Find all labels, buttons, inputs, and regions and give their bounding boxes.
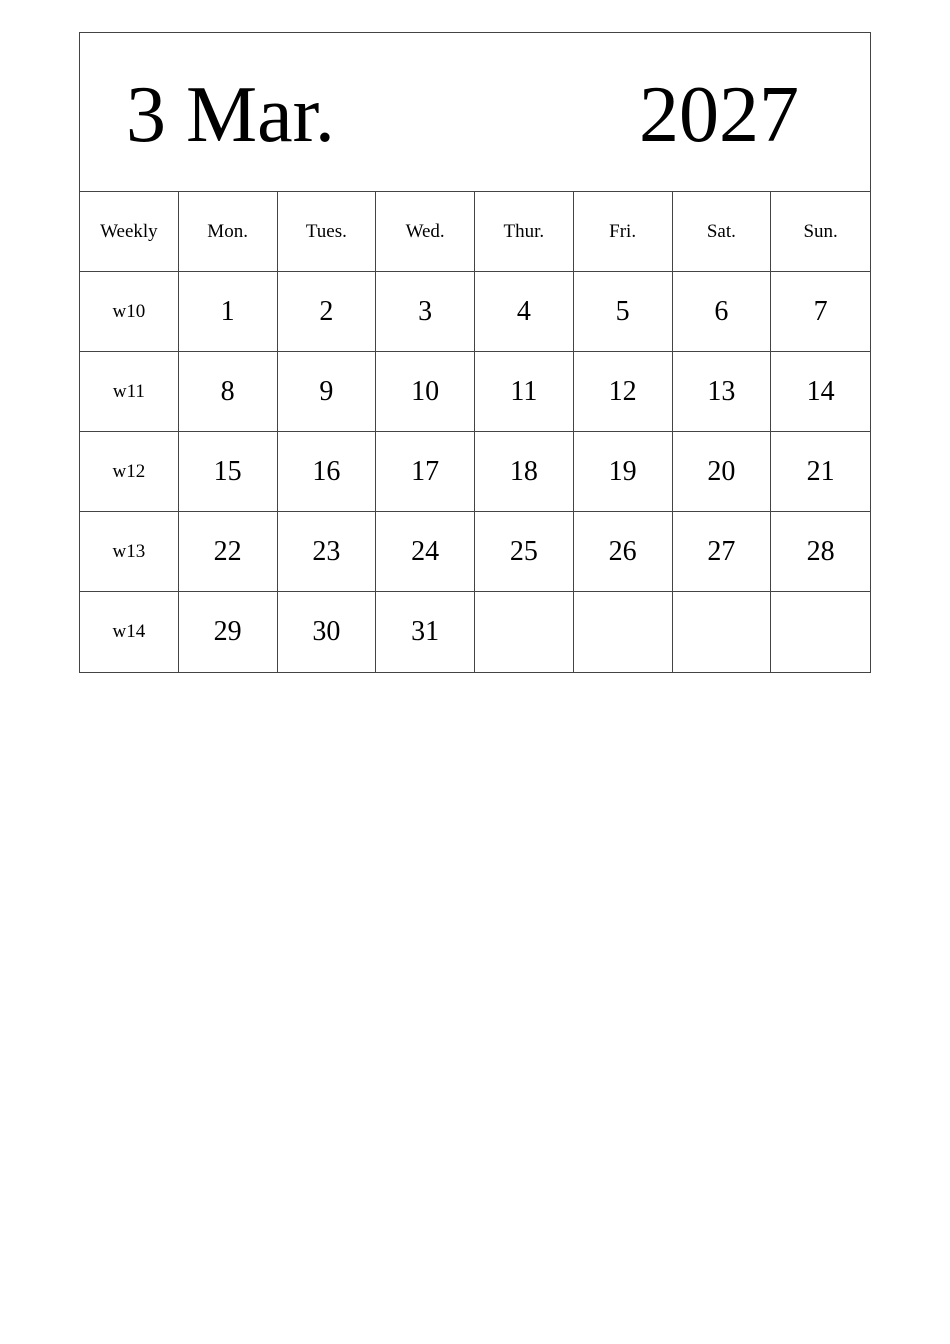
day-cell: 7 xyxy=(771,272,870,352)
day-cell: 26 xyxy=(574,512,673,592)
day-cell: 31 xyxy=(376,592,475,672)
empty-day-cell xyxy=(771,592,870,672)
empty-day-cell xyxy=(475,592,574,672)
day-cell: 24 xyxy=(376,512,475,592)
week-number-cell: w12 xyxy=(80,432,179,512)
day-cell: 18 xyxy=(475,432,574,512)
empty-day-cell xyxy=(574,592,673,672)
empty-day-cell xyxy=(673,592,772,672)
day-cell: 19 xyxy=(574,432,673,512)
day-cell: 6 xyxy=(673,272,772,352)
day-cell: 2 xyxy=(278,272,377,352)
calendar-header xyxy=(80,33,870,192)
day-cell: 5 xyxy=(574,272,673,352)
column-header-mon: Mon. xyxy=(179,192,278,272)
day-cell: 21 xyxy=(771,432,870,512)
week-number-cell: w13 xyxy=(80,512,179,592)
day-cell: 13 xyxy=(673,352,772,432)
day-cell: 11 xyxy=(475,352,574,432)
month-title: 3 Mar. xyxy=(126,71,335,159)
day-cell: 20 xyxy=(673,432,772,512)
day-cell: 27 xyxy=(673,512,772,592)
week-number-cell: w11 xyxy=(80,352,179,432)
week-number-cell: w14 xyxy=(80,592,179,672)
column-header-thur: Thur. xyxy=(475,192,574,272)
day-cell: 28 xyxy=(771,512,870,592)
column-header-sun: Sun. xyxy=(771,192,870,272)
day-cell: 12 xyxy=(574,352,673,432)
day-cell: 29 xyxy=(179,592,278,672)
column-header-weekly: Weekly xyxy=(80,192,179,272)
day-cell: 8 xyxy=(179,352,278,432)
day-cell: 16 xyxy=(278,432,377,512)
day-cell: 25 xyxy=(475,512,574,592)
day-cell: 3 xyxy=(376,272,475,352)
week-number-cell: w10 xyxy=(80,272,179,352)
day-cell: 10 xyxy=(376,352,475,432)
column-header-fri: Fri. xyxy=(574,192,673,272)
day-cell: 17 xyxy=(376,432,475,512)
column-header-tues: Tues. xyxy=(278,192,377,272)
day-cell: 4 xyxy=(475,272,574,352)
day-cell: 22 xyxy=(179,512,278,592)
column-header-wed: Wed. xyxy=(376,192,475,272)
column-header-sat: Sat. xyxy=(673,192,772,272)
day-cell: 14 xyxy=(771,352,870,432)
calendar-table xyxy=(79,32,871,673)
day-cell: 1 xyxy=(179,272,278,352)
day-cell: 9 xyxy=(278,352,377,432)
year-title: 2027 xyxy=(639,71,799,159)
day-cell: 30 xyxy=(278,592,377,672)
day-cell: 15 xyxy=(179,432,278,512)
calendar-grid xyxy=(80,192,870,672)
day-cell: 23 xyxy=(278,512,377,592)
